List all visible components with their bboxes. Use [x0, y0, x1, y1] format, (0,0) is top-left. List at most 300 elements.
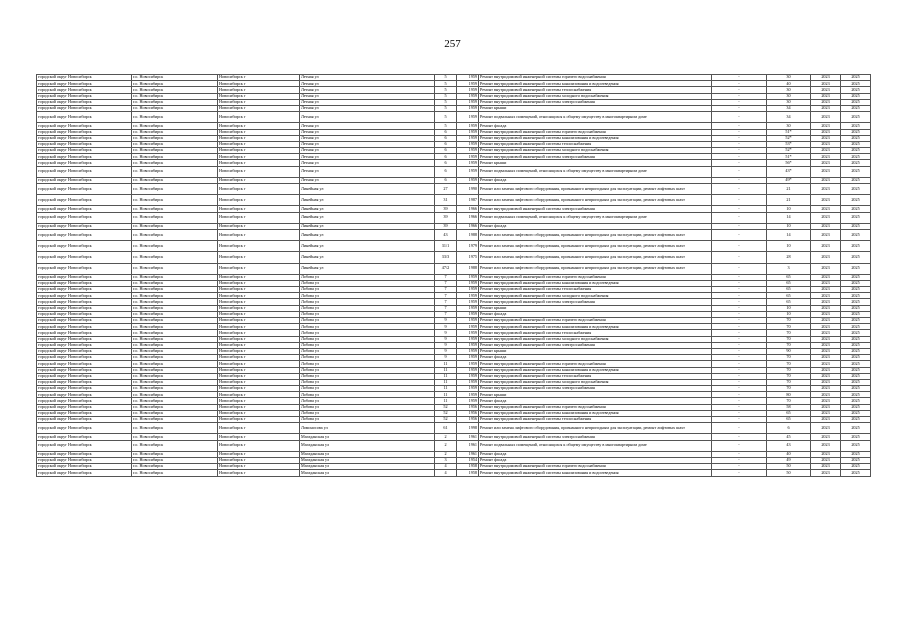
cell-flag: - — [712, 457, 767, 463]
cell-settlement: г.о. Новосибирск — [132, 280, 218, 286]
cell-year-end: 2025 — [841, 75, 871, 81]
cell-city: Новосибирск г — [218, 311, 300, 317]
cell-city: Новосибирск г — [218, 457, 300, 463]
cell-volume: 50 — [767, 464, 811, 470]
cell-municipality: городской округ Новосибирск — [37, 206, 132, 212]
cell-year-start: 2023 — [811, 355, 841, 361]
cell-house: 9 — [435, 318, 457, 324]
cell-settlement: г.о. Новосибирск — [132, 342, 218, 348]
cell-settlement: г.о. Новосибирск — [132, 318, 218, 324]
cell-volume: 51* — [767, 154, 811, 160]
table-row — [37, 440, 871, 451]
cell-municipality: городской округ Новосибирск — [37, 410, 132, 416]
cell-settlement: г.о. Новосибирск — [132, 392, 218, 398]
cell-city: Новосибирск г — [218, 423, 300, 434]
cell-settlement: г.о. Новосибирск — [132, 105, 218, 111]
cell-house: 11 — [435, 367, 457, 373]
cell-work-type: Ремонт крыши — [479, 160, 712, 166]
cell-house: 11 — [435, 361, 457, 367]
cell-year-start: 2023 — [811, 229, 841, 240]
cell-flag: - — [712, 330, 767, 336]
cell-house: 7 — [435, 293, 457, 299]
cell-settlement: г.о. Новосибирск — [132, 451, 218, 457]
cell-municipality: городской округ Новосибирск — [37, 355, 132, 361]
cell-year-start: 2023 — [811, 274, 841, 280]
cell-volume: 14 — [767, 212, 811, 223]
cell-year-end: 2025 — [841, 212, 871, 223]
cell-city: Новосибирск г — [218, 135, 300, 141]
cell-work-type: Ремонт крыши — [479, 348, 712, 354]
cell-year-start: 2023 — [811, 410, 841, 416]
cell-year-start: 2023 — [811, 348, 841, 354]
cell-flag: - — [712, 398, 767, 404]
cell-municipality: городской округ Новосибирск — [37, 398, 132, 404]
cell-year-end: 2025 — [841, 379, 871, 385]
cell-flag: - — [712, 87, 767, 93]
cell-municipality: городской округ Новосибирск — [37, 299, 132, 305]
cell-city: Новосибирск г — [218, 398, 300, 404]
cell-work-type: Ремонт подвальных помещений, относящихся к общему имуществу в многоквартирном доме — [479, 166, 712, 177]
cell-flag: - — [712, 342, 767, 348]
cell-flag: - — [712, 93, 767, 99]
cell-house: 6 — [435, 135, 457, 141]
cell-year-start: 2023 — [811, 105, 841, 111]
cell-settlement: г.о. Новосибирск — [132, 287, 218, 293]
cell-year-end: 2025 — [841, 105, 871, 111]
cell-flag: - — [712, 166, 767, 177]
cell-work-type: Ремонт внутридомовой инженерной системы канализования и водоотведения — [479, 81, 712, 87]
cell-year-start: 2023 — [811, 212, 841, 223]
cell-volume: 65 — [767, 410, 811, 416]
cell-year: 1959 — [457, 99, 479, 105]
cell-house: 6 — [435, 166, 457, 177]
cell-street: Лобова ул — [300, 324, 435, 330]
cell-street: Летная ул — [300, 123, 435, 129]
cell-street: Магаданская ул — [300, 470, 435, 476]
cell-flag: - — [712, 135, 767, 141]
cell-year-end: 2025 — [841, 141, 871, 147]
cell-year-start: 2023 — [811, 263, 841, 274]
cell-settlement: г.о. Новосибирск — [132, 75, 218, 81]
cell-house: 11 — [435, 398, 457, 404]
cell-street: Лобова ул — [300, 280, 435, 286]
cell-city: Новосибирск г — [218, 274, 300, 280]
cell-year: 1959 — [457, 87, 479, 93]
cell-street: Лобова ул — [300, 410, 435, 416]
cell-year-start: 2023 — [811, 434, 841, 440]
cell-year-start: 2023 — [811, 81, 841, 87]
cell-year-start: 2023 — [811, 342, 841, 348]
cell-year-end: 2025 — [841, 373, 871, 379]
cell-year-end: 2025 — [841, 330, 871, 336]
cell-year-end: 2025 — [841, 410, 871, 416]
cell-settlement: г.о. Новосибирск — [132, 299, 218, 305]
cell-settlement: г.о. Новосибирск — [132, 379, 218, 385]
cell-flag: - — [712, 440, 767, 451]
cell-settlement: г.о. Новосибирск — [132, 263, 218, 274]
cell-house: 11 — [435, 386, 457, 392]
cell-municipality: городской округ Новосибирск — [37, 342, 132, 348]
cell-work-type: Ремонт крыши — [479, 305, 712, 311]
cell-house: 6 — [435, 129, 457, 135]
cell-year: 1959 — [457, 336, 479, 342]
cell-year: 1959 — [457, 355, 479, 361]
cell-year: 1959 — [457, 318, 479, 324]
cell-volume: 34 — [767, 105, 811, 111]
cell-settlement: г.о. Новосибирск — [132, 410, 218, 416]
cell-city: Новосибирск г — [218, 392, 300, 398]
cell-settlement: г.о. Новосибирск — [132, 464, 218, 470]
cell-flag: - — [712, 206, 767, 212]
cell-house: 9 — [435, 355, 457, 361]
cell-flag: - — [712, 361, 767, 367]
cell-work-type: Ремонт внутридомовой инженерной системы горячего водоснабжения — [479, 361, 712, 367]
cell-work-type: Ремонт внутридомовой инженерной системы холодного водоснабжения — [479, 379, 712, 385]
cell-settlement: г.о. Новосибирск — [132, 212, 218, 223]
cell-year: 1956 — [457, 410, 479, 416]
cell-year: 1959 — [457, 348, 479, 354]
cell-settlement: г.о. Новосибирск — [132, 274, 218, 280]
cell-municipality: городской округ Новосибирск — [37, 293, 132, 299]
cell-volume: 43 — [767, 440, 811, 451]
cell-house: 6 — [435, 160, 457, 166]
cell-house: 7 — [435, 280, 457, 286]
table-row — [37, 166, 871, 177]
cell-settlement: г.о. Новосибирск — [132, 336, 218, 342]
cell-year-start: 2023 — [811, 93, 841, 99]
cell-flag: - — [712, 75, 767, 81]
cell-municipality: городской округ Новосибирск — [37, 404, 132, 410]
cell-year: 1959 — [457, 166, 479, 177]
cell-year-end: 2025 — [841, 93, 871, 99]
cell-year-start: 2023 — [811, 398, 841, 404]
cell-year: 1959 — [457, 154, 479, 160]
cell-year-end: 2025 — [841, 129, 871, 135]
cell-municipality: городской округ Новосибирск — [37, 324, 132, 330]
cell-year: 1959 — [457, 141, 479, 147]
cell-flag: - — [712, 305, 767, 311]
cell-flag: - — [712, 355, 767, 361]
cell-city: Новосибирск г — [218, 252, 300, 263]
cell-flag: - — [712, 318, 767, 324]
cell-municipality: городской округ Новосибирск — [37, 93, 132, 99]
cell-municipality: городской округ Новосибирск — [37, 423, 132, 434]
cell-city: Новосибирск г — [218, 105, 300, 111]
table-row — [37, 470, 871, 476]
cell-house: 5 — [435, 112, 457, 123]
cell-house: 6 — [435, 148, 457, 154]
cell-settlement: г.о. Новосибирск — [132, 423, 218, 434]
cell-year: 1975 — [457, 252, 479, 263]
cell-year-end: 2025 — [841, 348, 871, 354]
cell-work-type: Ремонт внутридомовой инженерной системы канализования и водоотведения — [479, 470, 712, 476]
cell-street: Магаданская ул — [300, 434, 435, 440]
cell-house: 27 — [435, 184, 457, 195]
cell-street: Лобова ул — [300, 367, 435, 373]
cell-year-start: 2023 — [811, 336, 841, 342]
cell-volume: 50 — [767, 470, 811, 476]
cell-year-end: 2025 — [841, 311, 871, 317]
cell-year-start: 2023 — [811, 252, 841, 263]
cell-municipality: городской округ Новосибирск — [37, 141, 132, 147]
cell-city: Новосибирск г — [218, 241, 300, 252]
cell-house: 47/2 — [435, 263, 457, 274]
cell-settlement: г.о. Новосибирск — [132, 434, 218, 440]
cell-volume: 34 — [767, 112, 811, 123]
cell-street: Летная ул — [300, 112, 435, 123]
cell-work-type: Ремонт внутридомовой инженерной системы холодного водоснабжения — [479, 148, 712, 154]
cell-year-end: 2025 — [841, 81, 871, 87]
cell-house: 5 — [435, 99, 457, 105]
cell-house: 52 — [435, 417, 457, 423]
cell-year-start: 2023 — [811, 324, 841, 330]
cell-house: 9 — [435, 348, 457, 354]
cell-municipality: городской округ Новосибирск — [37, 177, 132, 183]
cell-year: 1988 — [457, 229, 479, 240]
cell-year-start: 2023 — [811, 451, 841, 457]
cell-year-start: 2023 — [811, 379, 841, 385]
cell-municipality: городской округ Новосибирск — [37, 361, 132, 367]
cell-volume: 49 — [767, 457, 811, 463]
cell-city: Новосибирск г — [218, 470, 300, 476]
cell-year-start: 2023 — [811, 423, 841, 434]
cell-city: Новосибирск г — [218, 129, 300, 135]
cell-volume: 70 — [767, 361, 811, 367]
cell-work-type: Ремонт фасада — [479, 177, 712, 183]
cell-flag: - — [712, 184, 767, 195]
cell-city: Новосибирск г — [218, 212, 300, 223]
cell-settlement: г.о. Новосибирск — [132, 81, 218, 87]
cell-year-start: 2023 — [811, 129, 841, 135]
cell-work-type: Ремонт внутридомовой инженерной системы электроснабжения — [479, 342, 712, 348]
cell-street: Летная ул — [300, 81, 435, 87]
cell-flag: - — [712, 336, 767, 342]
cell-volume: 45 — [767, 434, 811, 440]
cell-house: 4 — [435, 464, 457, 470]
cell-year: 1958 — [457, 464, 479, 470]
cell-year-end: 2025 — [841, 160, 871, 166]
cell-year-end: 2025 — [841, 148, 871, 154]
cell-flag: - — [712, 367, 767, 373]
cell-street: Лобова ул — [300, 379, 435, 385]
cell-flag: - — [712, 293, 767, 299]
cell-work-type: Ремонт внутридомовой инженерной системы горячего водоснабжения — [479, 318, 712, 324]
cell-year: 1959 — [457, 305, 479, 311]
cell-street: Лобова ул — [300, 348, 435, 354]
cell-street: Лобова ул — [300, 417, 435, 423]
cell-street: Летная ул — [300, 129, 435, 135]
cell-year: 1956 — [457, 404, 479, 410]
cell-settlement: г.о. Новосибирск — [132, 93, 218, 99]
cell-municipality: городской округ Новосибирск — [37, 166, 132, 177]
cell-year: 1959 — [457, 105, 479, 111]
cell-year-end: 2025 — [841, 342, 871, 348]
cell-year-end: 2025 — [841, 423, 871, 434]
cell-street: Лобова ул — [300, 386, 435, 392]
cell-year-end: 2025 — [841, 318, 871, 324]
cell-year-start: 2023 — [811, 470, 841, 476]
cell-year-start: 2023 — [811, 330, 841, 336]
table-row — [37, 229, 871, 240]
cell-volume: 10 — [767, 305, 811, 311]
cell-settlement: г.о. Новосибирск — [132, 166, 218, 177]
cell-municipality: городской округ Новосибирск — [37, 241, 132, 252]
cell-year-start: 2023 — [811, 464, 841, 470]
cell-city: Новосибирск г — [218, 386, 300, 392]
cell-city: Новосибирск г — [218, 177, 300, 183]
cell-city: Новосибирск г — [218, 379, 300, 385]
cell-flag: - — [712, 148, 767, 154]
cell-city: Новосибирск г — [218, 330, 300, 336]
cell-work-type: Ремонт или замена лифтового оборудования, признанного непригодным для эксплуатации, ремонт лифтовых шахт — [479, 241, 712, 252]
cell-year-end: 2025 — [841, 336, 871, 342]
cell-city: Новосибирск г — [218, 293, 300, 299]
table-row — [37, 423, 871, 434]
cell-house: 2 — [435, 434, 457, 440]
cell-municipality: городской округ Новосибирск — [37, 434, 132, 440]
cell-year-start: 2023 — [811, 195, 841, 206]
table-row — [37, 263, 871, 274]
cell-year-start: 2023 — [811, 135, 841, 141]
cell-work-type: Ремонт внутридомовой инженерной системы канализования и водоотведения — [479, 135, 712, 141]
cell-volume: 70 — [767, 373, 811, 379]
table-row — [37, 112, 871, 123]
cell-work-type: Ремонт крыши — [479, 392, 712, 398]
cell-work-type: Ремонт или замена лифтового оборудования, признанного непригодным для эксплуатации, ремонт лифтовых шахт — [479, 263, 712, 274]
cell-year-start: 2023 — [811, 123, 841, 129]
cell-street: Летная ул — [300, 75, 435, 81]
cell-city: Новосибирск г — [218, 141, 300, 147]
cell-municipality: городской округ Новосибирск — [37, 305, 132, 311]
cell-year: 1959 — [457, 177, 479, 183]
cell-city: Новосибирск г — [218, 280, 300, 286]
cell-city: Новосибирск г — [218, 75, 300, 81]
cell-street: Лобова ул — [300, 293, 435, 299]
cell-house: 6 — [435, 177, 457, 183]
cell-year: 1987 — [457, 195, 479, 206]
cell-year: 1961 — [457, 440, 479, 451]
cell-city: Новосибирск г — [218, 373, 300, 379]
cell-work-type: Ремонт внутридомовой инженерной системы теплоснабжения — [479, 417, 712, 423]
cell-street: Линейная ул — [300, 195, 435, 206]
cell-year: 1961 — [457, 434, 479, 440]
cell-street: Ломоносова ул — [300, 423, 435, 434]
cell-work-type: Ремонт внутридомовой инженерной системы электроснабжения — [479, 154, 712, 160]
cell-street: Лобова ул — [300, 404, 435, 410]
cell-volume: 28 — [767, 252, 811, 263]
cell-house: 4 — [435, 470, 457, 476]
cell-volume: 40 — [767, 81, 811, 87]
cell-settlement: г.о. Новосибирск — [132, 229, 218, 240]
cell-house: 6 — [435, 154, 457, 160]
cell-house: 31/1 — [435, 241, 457, 252]
cell-settlement: г.о. Новосибирск — [132, 361, 218, 367]
cell-house: 7 — [435, 299, 457, 305]
cell-year-end: 2025 — [841, 451, 871, 457]
cell-year-start: 2023 — [811, 311, 841, 317]
cell-street: Лобова ул — [300, 274, 435, 280]
cell-settlement: г.о. Новосибирск — [132, 440, 218, 451]
cell-municipality: городской округ Новосибирск — [37, 330, 132, 336]
cell-work-type: Ремонт подвальных помещений, относящихся к общему имуществу в многоквартирном доме — [479, 112, 712, 123]
cell-municipality: городской округ Новосибирск — [37, 311, 132, 317]
cell-municipality: городской округ Новосибирск — [37, 81, 132, 87]
cell-flag: - — [712, 464, 767, 470]
cell-municipality: городской округ Новосибирск — [37, 470, 132, 476]
cell-volume: 40 — [767, 451, 811, 457]
cell-street: Линейная ул — [300, 229, 435, 240]
cell-work-type: Ремонт или замена лифтового оборудования, признанного непригодным для эксплуатации, ремонт лифтовых шахт — [479, 423, 712, 434]
cell-city: Новосибирск г — [218, 87, 300, 93]
cell-municipality: городской округ Новосибирск — [37, 457, 132, 463]
cell-work-type: Ремонт внутридомовой инженерной системы горячего водоснабжения — [479, 129, 712, 135]
cell-house: 39 — [435, 206, 457, 212]
cell-year-end: 2025 — [841, 392, 871, 398]
cell-house: 33/3 — [435, 252, 457, 263]
cell-year: 1959 — [457, 379, 479, 385]
cell-volume: 52* — [767, 148, 811, 154]
cell-volume: 6 — [767, 423, 811, 434]
cell-city: Новосибирск г — [218, 451, 300, 457]
cell-volume: 30 — [767, 99, 811, 105]
cell-volume: 70 — [767, 367, 811, 373]
cell-house: 5 — [435, 75, 457, 81]
cell-street: Магаданская ул — [300, 464, 435, 470]
cell-year-end: 2025 — [841, 470, 871, 476]
cell-municipality: городской округ Новосибирск — [37, 318, 132, 324]
cell-work-type: Ремонт или замена лифтового оборудования, признанного непригодным для эксплуатации, ремонт лифтовых шахт — [479, 195, 712, 206]
cell-street: Лобова ул — [300, 305, 435, 311]
cell-work-type: Ремонт фасада — [479, 457, 712, 463]
cell-year-end: 2025 — [841, 206, 871, 212]
cell-year: 1959 — [457, 287, 479, 293]
cell-street: Летная ул — [300, 93, 435, 99]
cell-city: Новосибирск г — [218, 223, 300, 229]
cell-street: Лобова ул — [300, 330, 435, 336]
cell-year-start: 2023 — [811, 206, 841, 212]
cell-settlement: г.о. Новосибирск — [132, 112, 218, 123]
cell-work-type: Ремонт внутридомовой инженерной системы канализования и водоотведения — [479, 367, 712, 373]
cell-year-start: 2023 — [811, 87, 841, 93]
cell-municipality: городской округ Новосибирск — [37, 99, 132, 105]
cell-volume: 70 — [767, 355, 811, 361]
cell-year: 1961 — [457, 451, 479, 457]
cell-volume: 30 — [767, 123, 811, 129]
cell-year-start: 2023 — [811, 177, 841, 183]
cell-municipality: городской округ Новосибирск — [37, 135, 132, 141]
cell-work-type: Ремонт внутридомовой инженерной системы теплоснабжения — [479, 141, 712, 147]
cell-municipality: городской округ Новосибирск — [37, 451, 132, 457]
cell-municipality: городской округ Новосибирск — [37, 280, 132, 286]
cell-work-type: Ремонт внутридомовой инженерной системы теплоснабжения — [479, 287, 712, 293]
cell-year-start: 2023 — [811, 99, 841, 105]
cell-year-end: 2025 — [841, 229, 871, 240]
cell-year: 1959 — [457, 398, 479, 404]
cell-settlement: г.о. Новосибирск — [132, 348, 218, 354]
cell-flag: - — [712, 348, 767, 354]
cell-street: Лобова ул — [300, 398, 435, 404]
cell-year: 1959 — [457, 311, 479, 317]
cell-year-start: 2023 — [811, 417, 841, 423]
cell-settlement: г.о. Новосибирск — [132, 195, 218, 206]
cell-municipality: городской округ Новосибирск — [37, 440, 132, 451]
cell-street: Лобова ул — [300, 287, 435, 293]
cell-house: 9 — [435, 336, 457, 342]
cell-year: 1959 — [457, 392, 479, 398]
cell-flag: - — [712, 470, 767, 476]
cell-flag: - — [712, 311, 767, 317]
cell-settlement: г.о. Новосибирск — [132, 293, 218, 299]
